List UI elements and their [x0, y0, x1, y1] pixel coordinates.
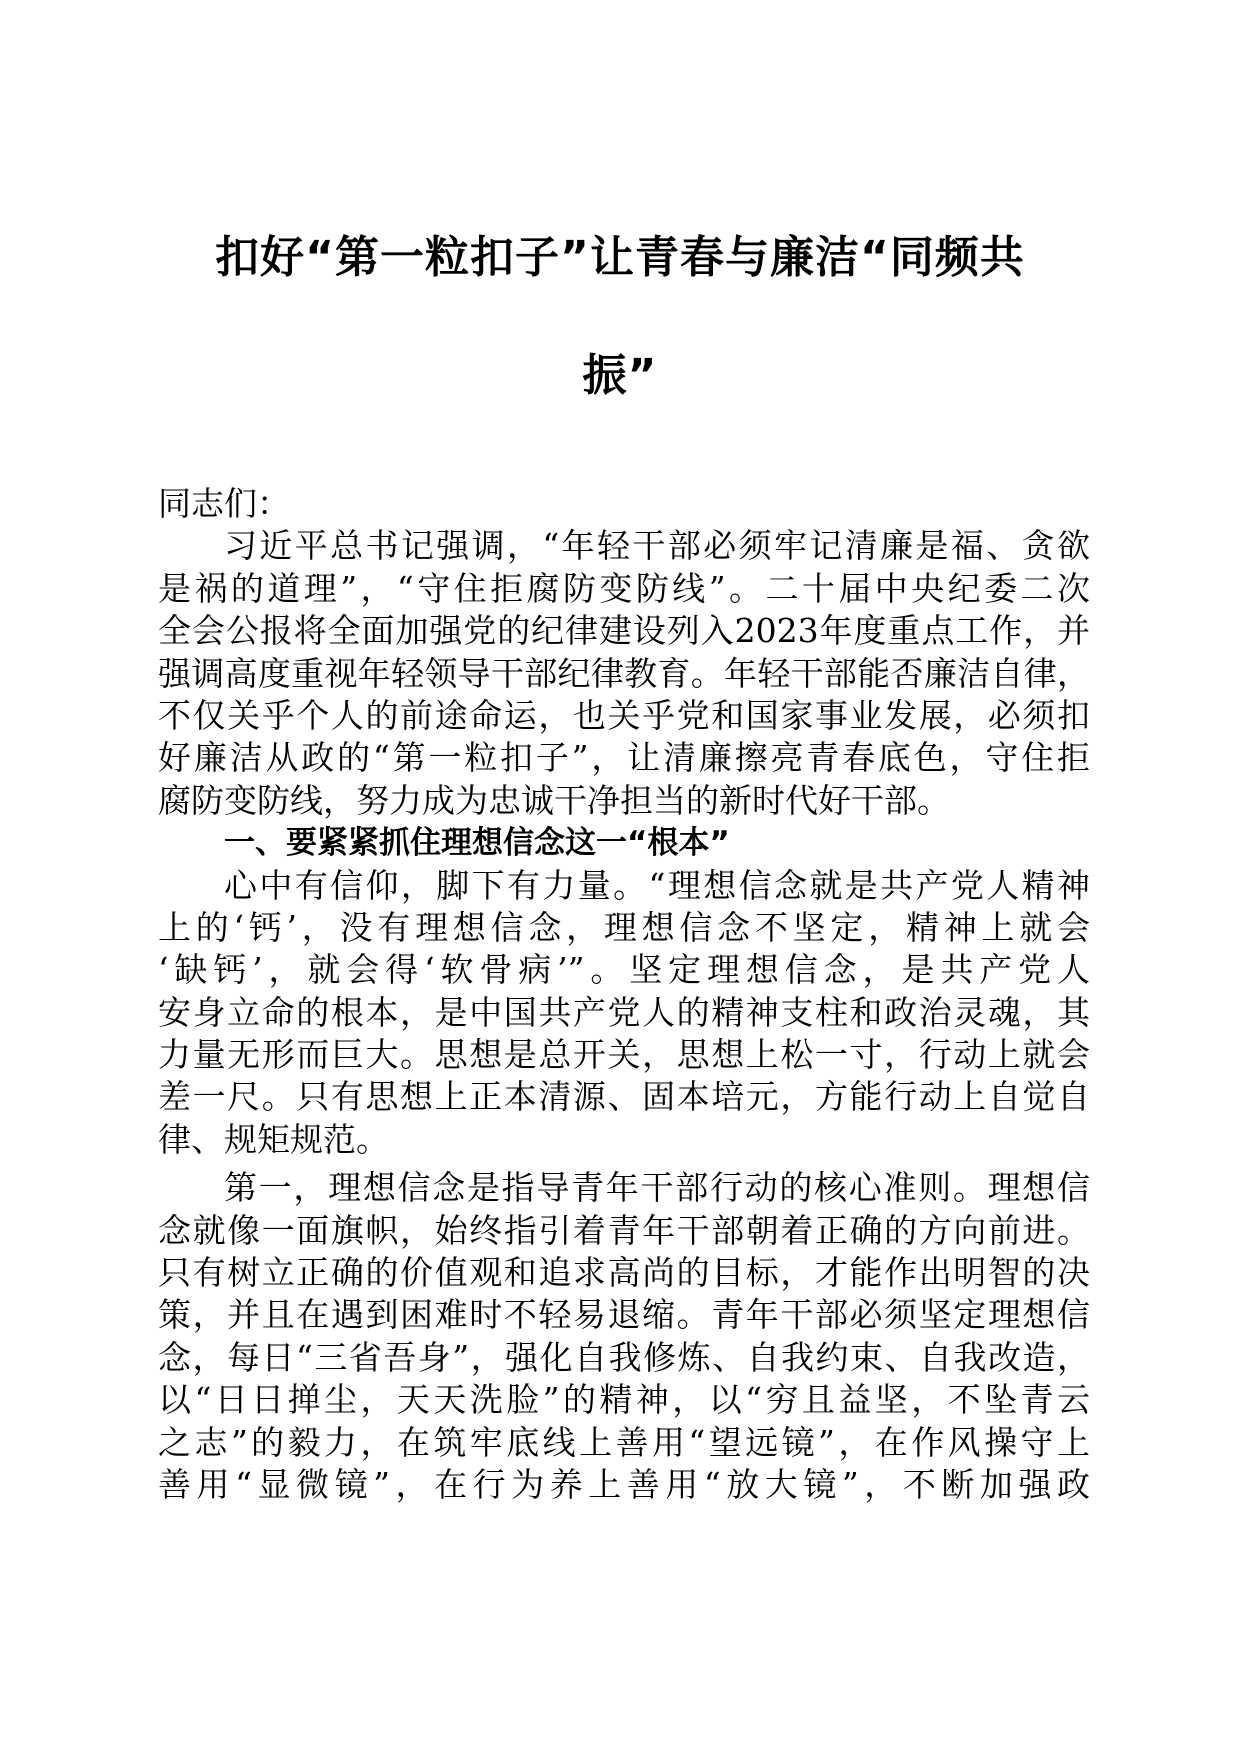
paragraph-line: 好廉洁从政的“第一粒扣子”，让清廉擦亮青春底色，守住拒: [158, 738, 1090, 778]
paragraph-line: 律、规矩规范。: [158, 1119, 389, 1159]
paragraph-line: 安身立命的根本，是中国共产党人的精神支柱和政治灵魂，其: [158, 992, 1090, 1032]
paragraph-line: 只有树立正确的价值观和追求高尚的目标，才能作出明智的决: [158, 1253, 1090, 1293]
salutation: 同志们：: [158, 484, 290, 523]
paragraph-line: 差一尺。只有思想上正本清源、固本培元，方能行动上自觉自: [158, 1077, 1090, 1117]
document-title-line-1: 扣好“第一粒扣子”让青春与廉洁“同频共: [215, 232, 1025, 283]
paragraph-line: 全会公报将全面加强党的纪律建设列入2023年度重点工作，并: [158, 611, 1090, 651]
paragraph-line: 是祸的道理”，“守住拒腐防变防线”。二十届中央纪委二次: [158, 568, 1090, 608]
paragraph-line: 善用“显微镜”，在行为养上善用“放大镜”，不断加强政: [158, 1464, 1090, 1504]
paragraph-line: 心中有信仰，脚下有力量。“理想信念就是共产党人精神: [224, 865, 1090, 905]
document-body: [158, 483, 1090, 1506]
document-title-line-2: 振”: [582, 350, 658, 401]
paragraph-line: 策，并且在遇到困难时不轻易退缩。青年干部必须坚定理想信: [158, 1295, 1090, 1335]
paragraph-line: 第一，理想信念是指导青年干部行动的核心准则。理想信: [224, 1168, 1090, 1208]
paragraph-line: 腐防变防线，努力成为忠诚干净担当的新时代好干部。: [158, 780, 950, 820]
paragraph-line: 念就像一面旗帜，始终指引着青年干部朝着正确的方向前进。: [158, 1210, 1090, 1250]
paragraph-line: 强调高度重视年轻领导干部纪律教育。年轻干部能否廉洁自律，: [158, 653, 1090, 693]
paragraph-line: 念，每日“三省吾身”，强化自我修炼、自我约束、自我改造，: [158, 1337, 1090, 1377]
paragraph-line: 习近平总书记强调，“年轻干部必须牢记清廉是福、贪欲: [224, 526, 1090, 566]
paragraph-line: 以“日日掸尘，天天洗脸”的精神，以“穷且益坚，不坠青云: [158, 1380, 1090, 1420]
paragraph-line: 上的‘钙’，没有理想信念，理想信念不坚定，精神上就会: [158, 907, 1090, 947]
paragraph-line: 不仅关乎个人的前途命运，也关乎党和国家事业发展，必须扣: [158, 695, 1090, 735]
section-heading: 一、要紧紧抓住理想信念这一“根本”: [224, 825, 730, 862]
paragraph-line: ‘缺钙’，就会得‘软骨病’”。坚定理想信念，是共产党人: [158, 950, 1090, 990]
paragraph-line: 力量无形而巨大。思想是总开关，思想上松一寸，行动上就会: [158, 1035, 1090, 1075]
paragraph-line: 之志”的毅力，在筑牢底线上善用“望远镜”，在作风操守上: [158, 1422, 1090, 1462]
